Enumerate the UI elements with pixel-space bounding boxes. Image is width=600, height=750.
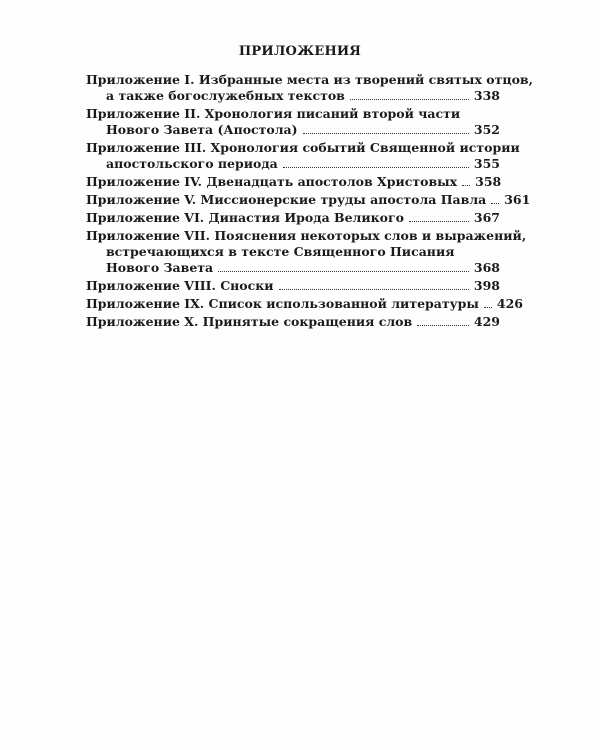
toc-entry-title: а также богослужебных текстов [106, 88, 345, 103]
toc-entry-line [86, 314, 500, 330]
toc-entry [86, 296, 523, 312]
dot-leader [303, 133, 469, 134]
toc-entry-line [86, 210, 500, 226]
dot-leader [283, 167, 469, 168]
toc-entry-continuation [86, 244, 500, 260]
toc-entry-line [86, 106, 500, 122]
dot-leader [491, 203, 499, 204]
toc-entry-line [86, 174, 500, 190]
page-number: 426 [496, 296, 523, 311]
toc-entry-title: встречающихся в тексте Священного Писания [106, 244, 455, 259]
toc-entry [86, 72, 533, 104]
toc-entry-title: Приложение V. Миссионерские труды апостола Павла [86, 192, 487, 207]
dot-leader [462, 185, 470, 186]
toc-entry [86, 140, 520, 172]
toc-entry [86, 228, 527, 276]
dot-leader [484, 307, 492, 308]
toc-entry-line [86, 278, 500, 294]
toc-entry [86, 210, 500, 226]
table-of-contents [86, 72, 533, 330]
toc-entry-line [86, 192, 531, 208]
page-number: 367 [473, 210, 500, 225]
toc-entry-continuation [86, 156, 500, 172]
toc-entry [86, 106, 500, 138]
page-number: 358 [475, 174, 502, 189]
toc-entry [86, 314, 500, 330]
toc-entry [86, 192, 531, 208]
page-title: ПРИЛОЖЕНИЯ [238, 44, 362, 59]
toc-entry-title: Приложение X. Принятые сокращения слов [86, 314, 413, 329]
toc-entry-line [86, 228, 527, 244]
toc-entry-title: апостольского периода [106, 156, 278, 171]
toc-entry-line [86, 296, 523, 312]
toc-entry-title: Приложение IX. Список использованной литературы [86, 296, 479, 311]
toc-entry-title: Приложение I. Избранные места из творений святых отцов, [86, 72, 533, 87]
toc-entry-continuation [86, 260, 500, 276]
dot-leader [279, 289, 469, 290]
toc-entry-continuation [86, 122, 500, 138]
toc-entry-title: Приложение VI. Династия Ирода Великого [86, 210, 404, 225]
dot-leader [218, 271, 469, 272]
dot-leader [417, 325, 469, 326]
dot-leader [409, 221, 469, 222]
toc-entry [86, 174, 500, 190]
dot-leader [350, 99, 469, 100]
toc-entry-title: Нового Завета (Апостола) [106, 122, 298, 137]
page-number: 361 [504, 192, 531, 207]
toc-entry-title: Приложение IV. Двенадцать апостолов Христовых [86, 174, 458, 189]
page-number: 352 [473, 122, 500, 137]
toc-entry-line [86, 140, 520, 156]
toc-entry-title: Приложение III. Хронология событий Священной истории [86, 140, 520, 155]
toc-entry [86, 278, 500, 294]
toc-entry-line [86, 72, 533, 88]
page-number: 368 [473, 260, 500, 275]
page-number: 355 [473, 156, 500, 171]
toc-entry-continuation [86, 88, 500, 104]
toc-entry-title: Приложение II. Хронология писаний второй части [86, 106, 461, 121]
page-number: 429 [473, 314, 500, 329]
toc-entry-title: Приложение VIII. Сноски [86, 278, 274, 293]
page-number: 398 [473, 278, 500, 293]
toc-entry-title: Нового Завета [106, 260, 214, 275]
toc-entry-title: Приложение VII. Пояснения некоторых слов и выражений, [86, 228, 527, 243]
page-number: 338 [473, 88, 500, 103]
